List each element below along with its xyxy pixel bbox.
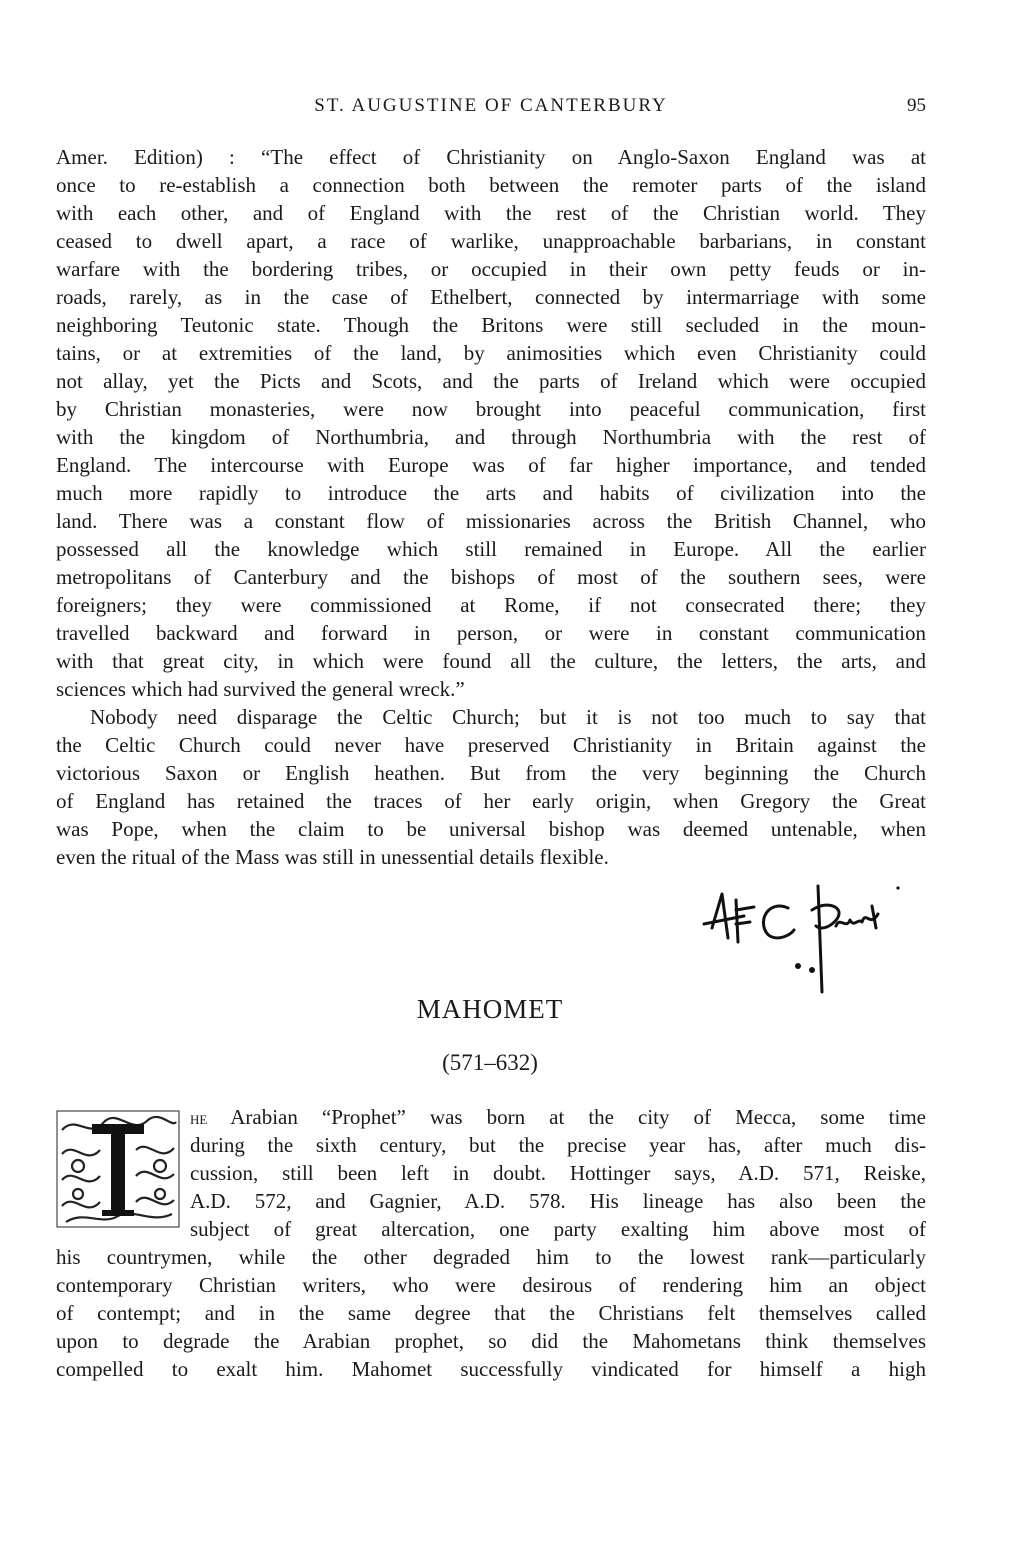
text-line: compelled to exalt him. Mahomet successfully vindicated for himself a high (56, 1357, 926, 1381)
text-line: Nobody need disparage the Celtic Church; but it is not too much to say that (90, 705, 926, 729)
text-line: with that great city, in which were found all the culture, the letters, the arts, and (56, 649, 926, 673)
ornamental-initial-icon (56, 1110, 180, 1228)
text-line: warfare with the bordering tribes, or occupied in their own petty feuds or in- (56, 257, 926, 281)
section-dates: (571–632) (442, 1050, 538, 1075)
running-title: ST. AUGUSTINE OF CANTERBURY (314, 95, 668, 116)
text-line: neighboring Teutonic state. Though the Britons were still secluded in the moun- (56, 313, 926, 337)
text-line: contemporary Christian writers, who were desirous of rendering him an object (56, 1273, 926, 1297)
text-line: England. The intercourse with Europe was of far higher importance, and tended (56, 453, 926, 477)
section-title: MAHOMET (416, 994, 564, 1024)
text-line: with each other, and of England with the rest of the Christian world. They (56, 201, 926, 225)
text-line: the Celtic Church could never have preserved Christianity in Britain against the (56, 733, 926, 757)
text-line: ceased to dwell apart, a race of warlike, unapproachable barbarians, in constant (56, 229, 926, 253)
text-line: once to re-establish a connection both between the remoter parts of the island (56, 173, 926, 197)
text-line: upon to degrade the Arabian prophet, so did the Mahometans think themselves (56, 1329, 926, 1353)
text-line: he Arabian “Prophet” was born at the city of Mecca, some time (190, 1105, 926, 1129)
text-line: travelled backward and forward in person, or were in constant communication (56, 621, 926, 645)
text-line: victorious Saxon or English heathen. But from the very beginning the Church (56, 761, 926, 785)
text-line: even the ritual of the Mass was still in unessential details flexible. (56, 845, 609, 869)
text-line: roads, rarely, as in the case of Ethelbert, connected by intermarriage with some (56, 285, 926, 309)
text-line: much more rapidly to introduce the arts and habits of civilization into the (56, 481, 926, 505)
text-line: by Christian monasteries, were now brought into peaceful communication, first (56, 397, 926, 421)
text-line: land. There was a constant flow of missionaries across the British Channel, who (56, 509, 926, 533)
signature-icon (700, 880, 910, 1000)
text-line: foreigners; they were commissioned at Rome, if not consecrated there; they (56, 593, 926, 617)
text-line: cussion, still been left in doubt. Hottinger says, A.D. 571, Reiske, (190, 1161, 926, 1185)
text-line: of contempt; and in the same degree that the Christians felt themselves called (56, 1301, 926, 1325)
text-line: possessed all the knowledge which still remained in Europe. All the earlier (56, 537, 926, 561)
page-number: 95 (907, 95, 926, 116)
text-line: his countrymen, while the other degraded him to the lowest rank—particularly (56, 1245, 926, 1269)
text-line: was Pope, when the claim to be universal bishop was deemed untenable, when (56, 817, 926, 841)
text-line: during the sixth century, but the precise year has, after much dis- (190, 1133, 926, 1157)
text-line: not allay, yet the Picts and Scots, and the parts of Ireland which were occupied (56, 369, 926, 393)
text-line: subject of great altercation, one party exalting him above most of (190, 1217, 926, 1241)
running-head (56, 95, 926, 125)
text-line: metropolitans of Canterbury and the bishops of most of the southern sees, were (56, 565, 926, 589)
text-line: A.D. 572, and Gagnier, A.D. 578. His lineage has also been the (190, 1189, 926, 1213)
text-line: with the kingdom of Northumbria, and through Northumbria with the rest of (56, 425, 926, 449)
text-line: Amer. Edition) : “The effect of Christianity on Anglo-Saxon England was at (56, 145, 926, 169)
text-line: tains, or at extremities of the land, by animosities which even Christianity could (56, 341, 926, 365)
text-line: sciences which had survived the general wreck.” (56, 677, 465, 701)
text-line: of England has retained the traces of her early origin, when Gregory the Great (56, 789, 926, 813)
